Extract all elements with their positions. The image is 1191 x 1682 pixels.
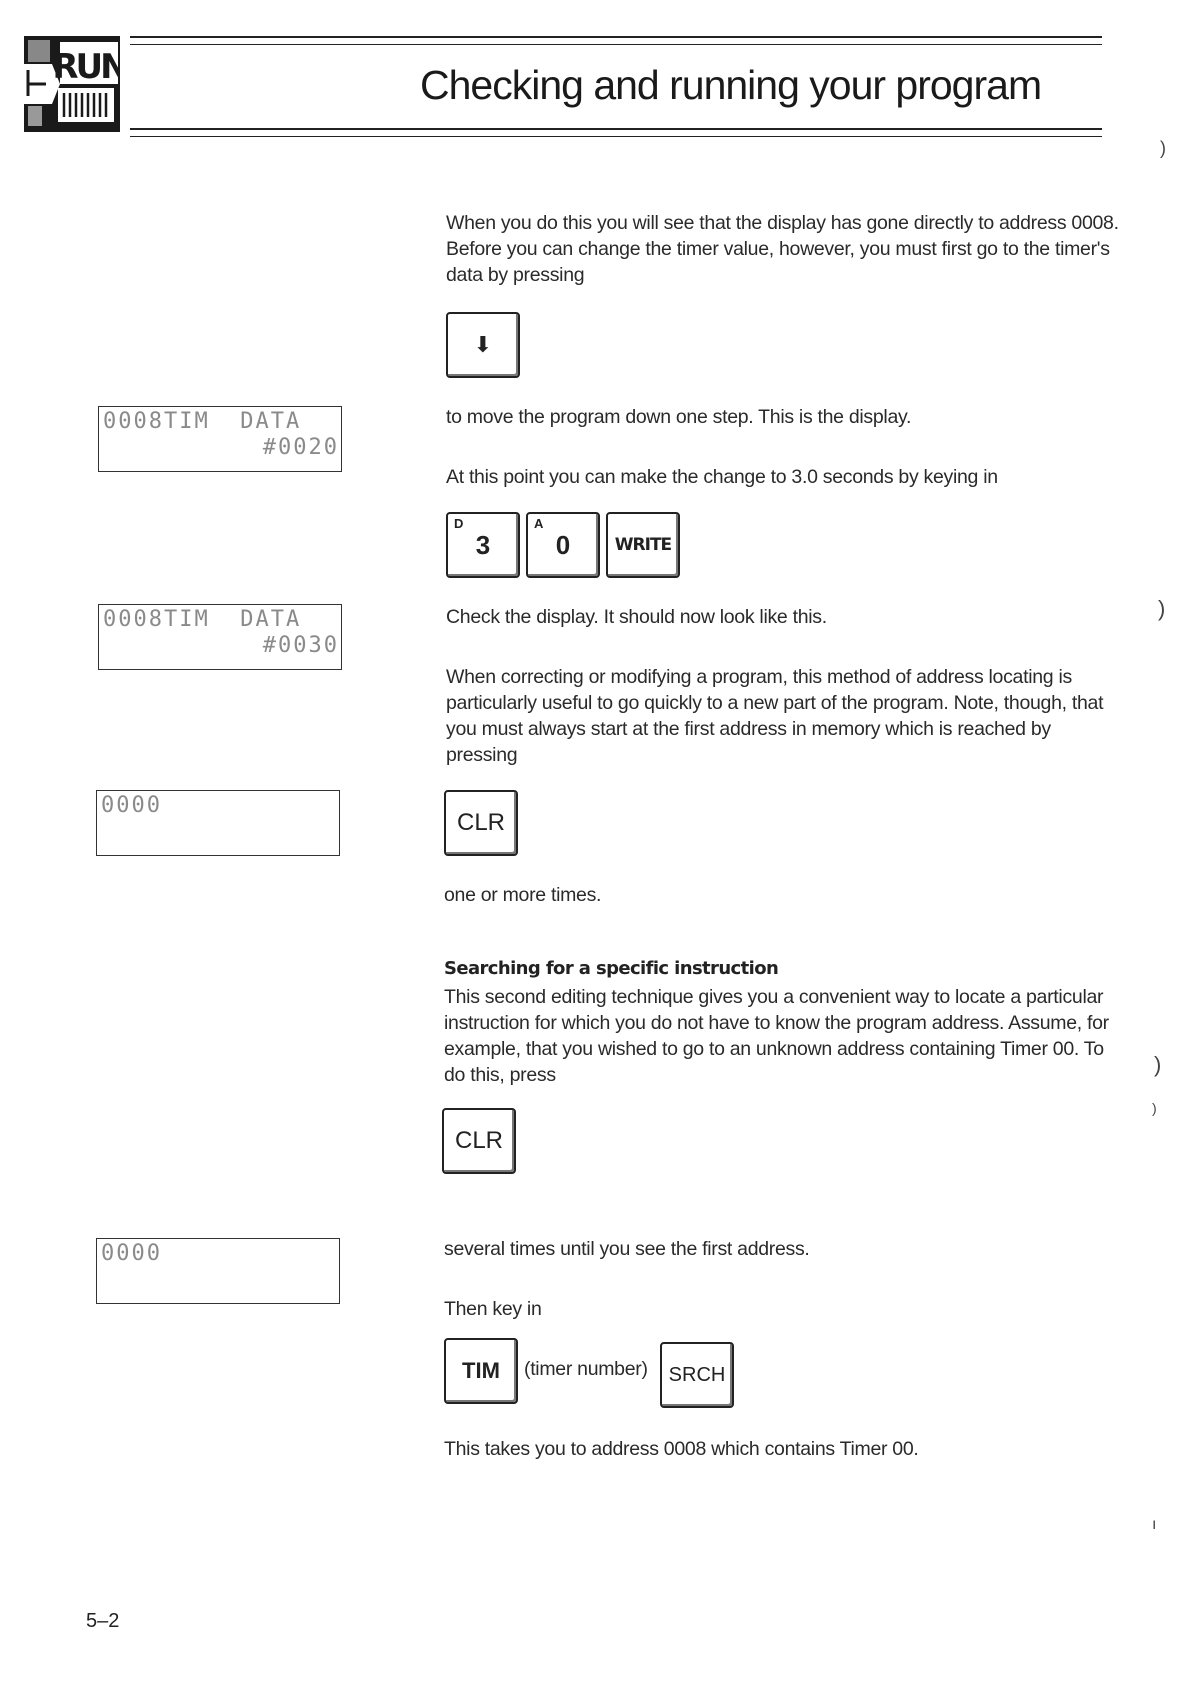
- clr-key-search: [442, 1108, 516, 1174]
- down-arrow-icon: ⬇: [473, 332, 493, 357]
- header-rule-top-thin: [130, 44, 1102, 45]
- clr-key-label: CLR: [454, 1127, 503, 1154]
- key-3: [446, 512, 520, 578]
- lcd-display-timer-data-0020: [98, 406, 342, 472]
- write-key-label: WRITE: [614, 535, 672, 555]
- paragraph-then-key-in: Then key in: [444, 1298, 542, 1320]
- write-key: [606, 512, 680, 578]
- margin-mark-5: ı: [1152, 1516, 1157, 1533]
- lcd-line-1: 0008TIM DATA: [103, 607, 302, 632]
- lcd-line-1: 0000: [101, 793, 162, 818]
- run-logo-icon: [24, 36, 120, 132]
- paragraph-several-times: several times until you see the first address.: [444, 1238, 810, 1260]
- page-number: 5–2: [86, 1610, 120, 1632]
- paragraph-address-locating: When correcting or modifying a program, this method of address locating is particularly useful to go quickly to a new part of the program. Note, though, that you must always start at the first address in memory which is reached by pressing: [446, 666, 1104, 766]
- lcd-line-1: 0008TIM DATA: [103, 409, 302, 434]
- srch-key-label: SRCH: [668, 1363, 726, 1386]
- down-arrow-key: [446, 312, 520, 378]
- tim-key-label: TIM: [462, 1358, 500, 1383]
- page-title: Checking and running your program: [420, 62, 1042, 108]
- clr-key: [444, 790, 518, 856]
- lcd-line-1: 0000: [101, 1241, 162, 1266]
- lcd-display-first-address-search: [96, 1238, 340, 1304]
- clr-key-label: CLR: [456, 809, 505, 836]
- key-3-sublabel: D: [454, 516, 464, 531]
- svg-text:RUN: RUN: [52, 47, 120, 87]
- header-rule-bottom-thin: [130, 136, 1102, 137]
- paragraph-make-change: At this point you can make the change to 3.0 seconds by keying in: [446, 466, 998, 488]
- paragraph-check-display: Check the display. It should now look like this.: [446, 606, 827, 628]
- paragraph-move-down: to move the program down one step. This is the display.: [446, 406, 912, 428]
- section-heading-search: Searching for a specific instruction: [444, 958, 779, 979]
- lcd-line-2: #0030: [262, 633, 339, 658]
- margin-mark-1: ): [1160, 138, 1166, 158]
- srch-key: [660, 1342, 734, 1408]
- timer-number-label: (timer number): [524, 1358, 648, 1380]
- header-rule-bottom: [130, 128, 1102, 130]
- paragraph-intro: When you do this you will see that the display has gone directly to address 0008. Before you can change the timer value, however, you must first go to the timer's data by pressing: [446, 212, 1119, 286]
- key-0: [526, 512, 600, 578]
- paragraph-search-technique: This second editing technique gives you a convenient way to locate a particular instruction for which you do not have to know the program address. Assume, for example, that you wished to go to an unknown address containing Timer 00. To do this, press: [444, 986, 1109, 1086]
- margin-mark-4: ): [1152, 1100, 1157, 1116]
- run-mode-logo: [24, 36, 120, 132]
- paragraph-one-or-more: one or more times.: [444, 884, 602, 906]
- tim-key: [444, 1338, 518, 1404]
- paragraph-result: This takes you to address 0008 which contains Timer 00.: [444, 1438, 919, 1460]
- lcd-line-2: #0020: [262, 435, 339, 460]
- key-0-sublabel: A: [534, 516, 544, 531]
- margin-mark-2: ): [1158, 596, 1166, 621]
- header-rule-top: [130, 36, 1102, 38]
- lcd-display-timer-data-0030: [98, 604, 342, 670]
- lcd-display-first-address: [96, 790, 340, 856]
- key-0-label: 0: [555, 529, 571, 560]
- margin-mark-3: ): [1154, 1052, 1162, 1077]
- key-3-label: 3: [475, 529, 491, 560]
